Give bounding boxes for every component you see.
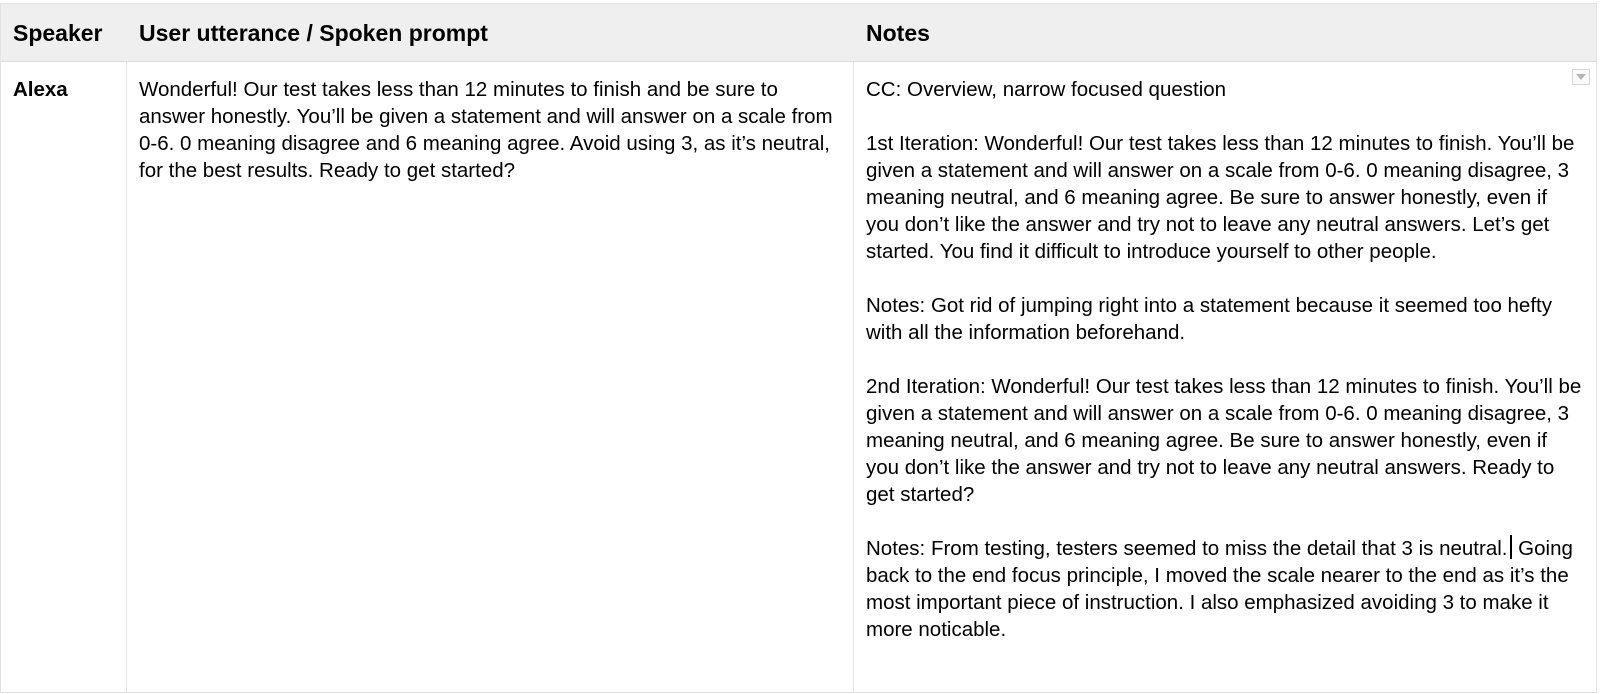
notes-first-comment: Notes: Got rid of jumping right into a statement because it seemed too hefty with all the information beforehand. — [866, 294, 1552, 344]
notes-second-iteration: 2nd Iteration: Wonderful! Our test takes less than 12 minutes to finish. You’ll be given a statement and will answer on a scale from 0-6. 0 meaning disagree, 3 meaning neutral, and 6 meaning agree. Be sure to answer honestly, even if you don’t like the answer and try not to leave any neutral answers. Ready to get started? — [866, 375, 1582, 506]
notes-first-iteration: 1st Iteration: Wonderful! Our test takes less than 12 minutes to finish. You’ll be given a statement and will answer on a scale from 0-6. 0 meaning disagree, 3 meaning neutral, and 6 meaning agree. Be sure to answer honestly, even if you don’t like the answer and try not to leave any neutral answers. Let’s get started. You find it difficult to introduce yourself to other people. — [866, 132, 1575, 263]
text-cursor — [1510, 535, 1512, 559]
table-header-row — [1, 4, 1596, 62]
header-notes[interactable]: Notes — [866, 20, 930, 46]
speaker-name: Alexa — [13, 78, 68, 101]
notes-second-comment-text: Notes: From testing, testers seemed to miss the detail that 3 is neutral. Going back to the end focus principle, I moved the scale nearer to the end as it’s the most important piece of instruction. I also emphasized avoiding 3 to make it more noticable. — [866, 537, 1573, 641]
notes-cell[interactable] — [854, 62, 1596, 692]
utterance-cell[interactable] — [127, 62, 854, 692]
chevron-down-icon — [1576, 74, 1586, 80]
cell-dropdown-button[interactable] — [1572, 69, 1590, 85]
script-table — [0, 3, 1597, 693]
notes-cc: CC: Overview, narrow focused question — [866, 78, 1227, 101]
notes-second-comment — [866, 535, 1584, 643]
utterance-text: Wonderful! Our test takes less than 12 minutes to finish and be sure to answer honestly. You’ll be given a statement and will answer on a scale from 0-6. 0 meaning disagree and 6 meaning agree. Avoid using 3, as it’s neutral, for the best results. Ready to get started? — [139, 78, 833, 182]
speaker-cell[interactable] — [1, 62, 127, 692]
header-utterance[interactable]: User utterance / Spoken prompt — [139, 20, 488, 46]
table-row — [1, 62, 1596, 692]
header-speaker[interactable]: Speaker — [13, 20, 103, 46]
